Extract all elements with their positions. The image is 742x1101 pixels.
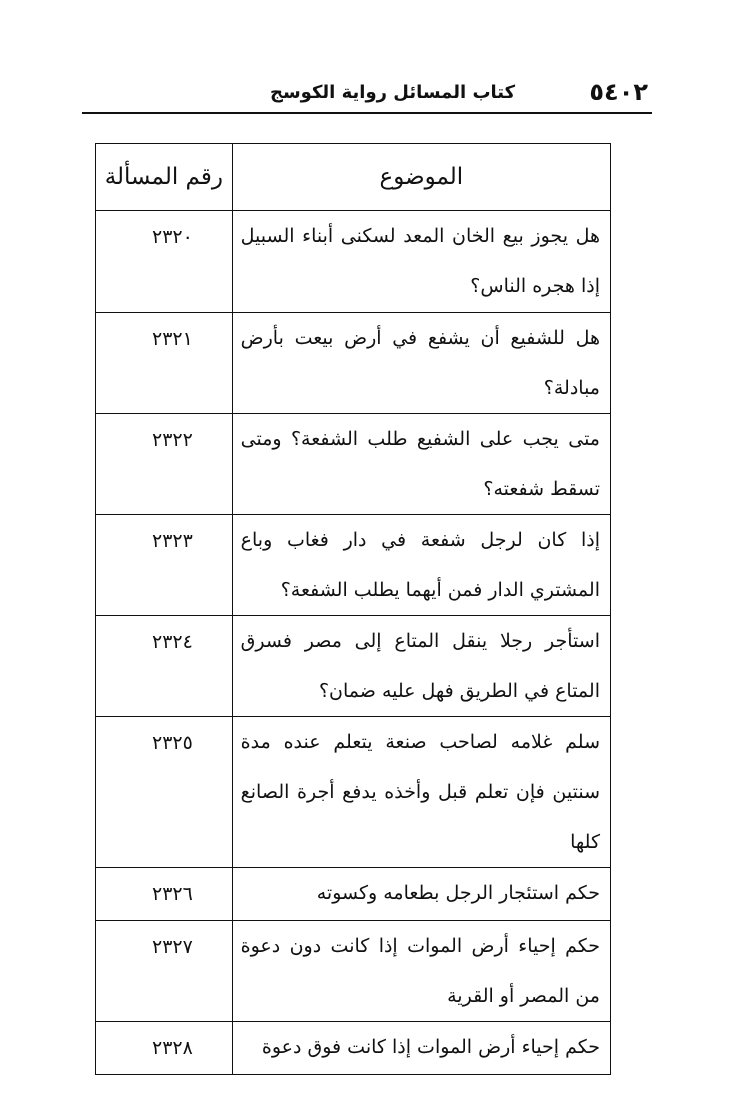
question-number-cell: ٢٣٢٨ <box>96 1022 233 1075</box>
table-row <box>96 414 611 515</box>
page-header <box>82 72 652 112</box>
table-row <box>96 515 611 616</box>
table-row <box>96 313 611 414</box>
table-header-row <box>96 144 611 211</box>
question-number-cell: ٢٣٢٤ <box>96 616 233 717</box>
table-row <box>96 921 611 1022</box>
column-header-number: رقم المسألة <box>96 144 233 211</box>
topics-table <box>95 143 611 1075</box>
topic-cell: هل يجوز بيع الخان المعد لسكنى أبناء السبيل إذا هجره الناس؟ <box>232 211 610 313</box>
topic-cell: إذا كان لرجل شفعة في دار فغاب وباع المشتري الدار فمن أيهما يطلب الشفعة؟ <box>232 515 610 616</box>
table-row <box>96 616 611 717</box>
table-row <box>96 717 611 868</box>
topic-cell: هل للشفيع أن يشفع في أرض بيعت بأرض مبادلة؟ <box>232 313 610 414</box>
question-number-cell: ٢٣٢٧ <box>96 921 233 1022</box>
topic-cell: حكم إحياء أرض الموات إذا كانت دون دعوة من المصر أو القرية <box>232 921 610 1022</box>
table-row <box>96 868 611 921</box>
column-header-topic: الموضوع <box>232 144 610 211</box>
table-row <box>96 1022 611 1075</box>
topic-cell: سلم غلامه لصاحب صنعة يتعلم عنده مدة سنتين فإن تعلم قبل وأخذه يدفع أجرة الصانع كلها <box>232 717 610 868</box>
question-number-cell: ٢٣٢٠ <box>96 211 233 313</box>
topic-cell: حكم استئجار الرجل بطعامه وكسوته <box>232 868 610 921</box>
topic-cell: متى يجب على الشفيع طلب الشفعة؟ ومتى تسقط شفعته؟ <box>232 414 610 515</box>
topic-cell: حكم إحياء أرض الموات إذا كانت فوق دعوة <box>232 1022 610 1075</box>
running-title: كتاب المسائل رواية الكوسج <box>270 82 516 103</box>
question-number-cell: ٢٣٢٥ <box>96 717 233 868</box>
question-number-cell: ٢٣٢٦ <box>96 868 233 921</box>
table-row <box>96 211 611 313</box>
question-number-cell: ٢٣٢١ <box>96 313 233 414</box>
question-number-cell: ٢٣٢٢ <box>96 414 233 515</box>
topic-cell: استأجر رجلا ينقل المتاع إلى مصر فسرق المتاع في الطريق فهل عليه ضمان؟ <box>232 616 610 717</box>
header-rule <box>82 112 652 114</box>
page-number: ٥٤٠٢ <box>589 78 648 106</box>
question-number-cell: ٢٣٢٣ <box>96 515 233 616</box>
